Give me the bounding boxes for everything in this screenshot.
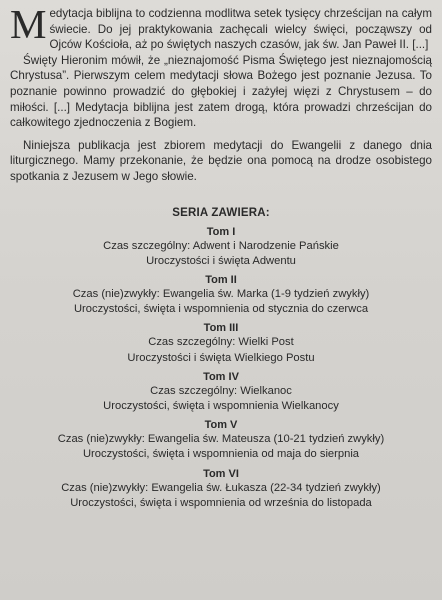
volume-entry <box>10 370 432 414</box>
volume-entry <box>10 321 432 365</box>
volume-period: Czas szczególny: Adwent i Narodzenie Pańskie <box>103 239 339 252</box>
volume-entry <box>10 418 432 462</box>
volume-feasts: Uroczystości i święta Wielkiego Postu <box>127 351 315 364</box>
volume-title: Tom III <box>203 322 239 335</box>
volume-title: Tom VI <box>203 467 239 480</box>
volume-feasts: Uroczystości, święta i wspomnienia od września do listopada <box>70 496 372 509</box>
intro-paragraph-1 <box>10 1 432 53</box>
volume-period: Czas (nie)zwykły: Ewangelia św. Marka (1-9 tydzień zwykły) <box>72 287 370 300</box>
intro-paragraph-2: Święty Hieronim mówił, że „nieznajomość Pisma Świętego jest nieznajomością Chrystusa”. Pierwszym celem medytacji słowa Bożego jest poznanie Jezusa. To poznanie powinno prowadzić do głębokiej i zażyłej więzi z Chrystusem – do miłości. [...] Medytacja biblijna jest zatem drogą, która prowadzi chrześcijan do całkowitego zjednoczenia z Bogiem. <box>10 53 432 130</box>
volume-title: Tom V <box>204 419 238 432</box>
intro-paragraph-1-text: edytacja biblijna to codzienna modlitwa setek tysięcy chrześcijan na całym świecie. Do jej praktykowania zachęcali wielcy święci, począwszy od Ojców Kościoła, aż po świętych naszych czasów, jak św. Jan Paweł II. [...] <box>49 7 432 52</box>
volume-title: Tom II <box>205 273 237 286</box>
volume-period: Czas szczególny: Wielkanoc <box>150 384 292 397</box>
volume-feasts: Uroczystości i święta Adwentu <box>146 254 296 267</box>
drop-cap: M <box>10 1 47 47</box>
volume-period: Czas (nie)zwykły: Ewangelia św. Łukasza (22-34 tydzień zwykły) <box>61 481 381 494</box>
volume-entry <box>10 467 432 511</box>
volume-title: Tom I <box>206 225 236 238</box>
volume-feasts: Uroczystości, święta i wspomnienia Wielkanocy <box>103 399 339 412</box>
intro-paragraph-3: Niniejsza publikacja jest zbiorem medytacji do Ewangelii z danego dnia liturgicznego. Mamy przekonanie, że będzie ona pomocą na drodze osobistego spotkania z Jezusem w Jego słowie. <box>10 138 432 183</box>
volume-period: Czas (nie)zwykły: Ewangelia św. Mateusza (10-21 tydzień zwykły) <box>57 433 385 446</box>
volume-period: Czas szczególny: Wielki Post <box>148 336 294 349</box>
volume-feasts: Uroczystości, święta i wspomnienia od stycznia do czerwca <box>73 303 369 316</box>
series-heading: SERIA ZAWIERA: <box>172 206 270 219</box>
volume-feasts: Uroczystości, święta i wspomnienia od maja do sierpnia <box>82 448 360 461</box>
volume-entry <box>10 273 432 317</box>
volume-title: Tom IV <box>203 370 239 383</box>
volume-entry <box>10 225 432 269</box>
